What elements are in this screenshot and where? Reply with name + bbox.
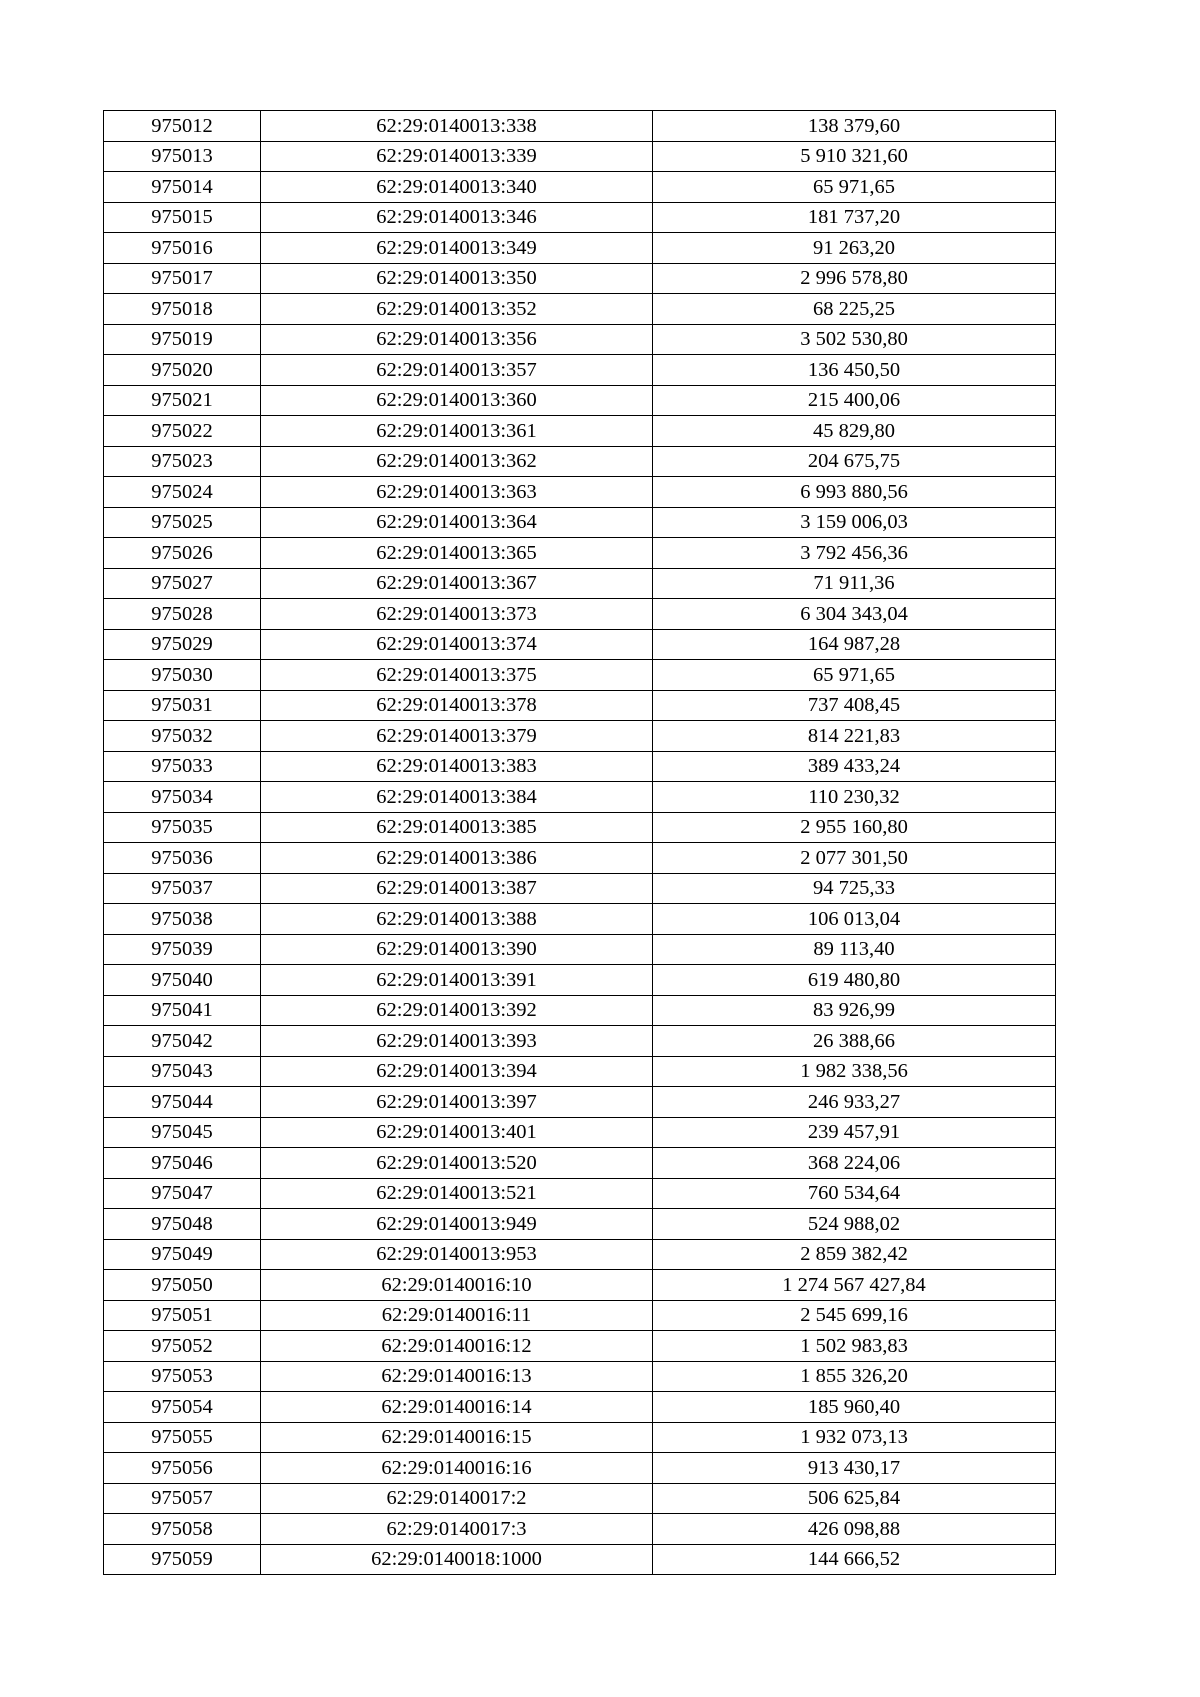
cadastral-number-cell: 62:29:0140013:349 bbox=[261, 233, 653, 264]
cadastral-number-cell: 62:29:0140016:12 bbox=[261, 1331, 653, 1362]
row-number-cell: 975058 bbox=[104, 1514, 261, 1545]
table-row bbox=[104, 629, 1056, 660]
cadastral-value-cell: 2 077 301,50 bbox=[653, 843, 1056, 874]
table-row bbox=[104, 1514, 1056, 1545]
row-number-cell: 975037 bbox=[104, 873, 261, 904]
table-row bbox=[104, 1117, 1056, 1148]
row-number-cell: 975049 bbox=[104, 1239, 261, 1270]
cadastral-number-cell: 62:29:0140013:392 bbox=[261, 995, 653, 1026]
table-row bbox=[104, 355, 1056, 386]
row-number-cell: 975026 bbox=[104, 538, 261, 569]
row-number-cell: 975056 bbox=[104, 1453, 261, 1484]
row-number-cell: 975046 bbox=[104, 1148, 261, 1179]
table-row bbox=[104, 1209, 1056, 1240]
cadastral-number-cell: 62:29:0140013:387 bbox=[261, 873, 653, 904]
cadastral-value-cell: 106 013,04 bbox=[653, 904, 1056, 935]
cadastral-value-table bbox=[103, 110, 1056, 1575]
cadastral-number-cell: 62:29:0140013:360 bbox=[261, 385, 653, 416]
cadastral-value-cell: 3 159 006,03 bbox=[653, 507, 1056, 538]
cadastral-number-cell: 62:29:0140013:394 bbox=[261, 1056, 653, 1087]
table-row bbox=[104, 904, 1056, 935]
cadastral-value-cell: 6 993 880,56 bbox=[653, 477, 1056, 508]
row-number-cell: 975048 bbox=[104, 1209, 261, 1240]
table-row bbox=[104, 782, 1056, 813]
cadastral-value-cell: 426 098,88 bbox=[653, 1514, 1056, 1545]
cadastral-number-cell: 62:29:0140013:385 bbox=[261, 812, 653, 843]
row-number-cell: 975023 bbox=[104, 446, 261, 477]
table-row bbox=[104, 1300, 1056, 1331]
cadastral-value-cell: 2 859 382,42 bbox=[653, 1239, 1056, 1270]
row-number-cell: 975047 bbox=[104, 1178, 261, 1209]
cadastral-number-cell: 62:29:0140013:520 bbox=[261, 1148, 653, 1179]
row-number-cell: 975044 bbox=[104, 1087, 261, 1118]
table-row bbox=[104, 1331, 1056, 1362]
table-row bbox=[104, 1178, 1056, 1209]
row-number-cell: 975053 bbox=[104, 1361, 261, 1392]
cadastral-number-cell: 62:29:0140013:378 bbox=[261, 690, 653, 721]
cadastral-number-cell: 62:29:0140013:383 bbox=[261, 751, 653, 782]
cadastral-number-cell: 62:29:0140013:375 bbox=[261, 660, 653, 691]
table-row bbox=[104, 1483, 1056, 1514]
row-number-cell: 975019 bbox=[104, 324, 261, 355]
row-number-cell: 975039 bbox=[104, 934, 261, 965]
row-number-cell: 975025 bbox=[104, 507, 261, 538]
row-number-cell: 975013 bbox=[104, 141, 261, 172]
table-row bbox=[104, 263, 1056, 294]
cadastral-number-cell: 62:29:0140013:350 bbox=[261, 263, 653, 294]
cadastral-number-cell: 62:29:0140016:14 bbox=[261, 1392, 653, 1423]
cadastral-value-cell: 5 910 321,60 bbox=[653, 141, 1056, 172]
table-row bbox=[104, 690, 1056, 721]
table-row bbox=[104, 1026, 1056, 1057]
cadastral-value-cell: 185 960,40 bbox=[653, 1392, 1056, 1423]
row-number-cell: 975042 bbox=[104, 1026, 261, 1057]
table-row bbox=[104, 416, 1056, 447]
row-number-cell: 975040 bbox=[104, 965, 261, 996]
cadastral-value-cell: 246 933,27 bbox=[653, 1087, 1056, 1118]
row-number-cell: 975054 bbox=[104, 1392, 261, 1423]
table-row bbox=[104, 1361, 1056, 1392]
cadastral-number-cell: 62:29:0140013:340 bbox=[261, 172, 653, 203]
cadastral-value-cell: 110 230,32 bbox=[653, 782, 1056, 813]
table-row bbox=[104, 1239, 1056, 1270]
row-number-cell: 975059 bbox=[104, 1544, 261, 1575]
row-number-cell: 975050 bbox=[104, 1270, 261, 1301]
cadastral-value-cell: 1 932 073,13 bbox=[653, 1422, 1056, 1453]
row-number-cell: 975041 bbox=[104, 995, 261, 1026]
cadastral-number-cell: 62:29:0140016:13 bbox=[261, 1361, 653, 1392]
row-number-cell: 975051 bbox=[104, 1300, 261, 1331]
cadastral-value-cell: 619 480,80 bbox=[653, 965, 1056, 996]
cadastral-value-cell: 89 113,40 bbox=[653, 934, 1056, 965]
cadastral-value-cell: 1 982 338,56 bbox=[653, 1056, 1056, 1087]
cadastral-value-cell: 204 675,75 bbox=[653, 446, 1056, 477]
table-row bbox=[104, 995, 1056, 1026]
cadastral-number-cell: 62:29:0140013:362 bbox=[261, 446, 653, 477]
cadastral-number-cell: 62:29:0140013:373 bbox=[261, 599, 653, 630]
row-number-cell: 975032 bbox=[104, 721, 261, 752]
cadastral-value-cell: 45 829,80 bbox=[653, 416, 1056, 447]
table-row bbox=[104, 446, 1056, 477]
cadastral-value-cell: 760 534,64 bbox=[653, 1178, 1056, 1209]
cadastral-value-cell: 524 988,02 bbox=[653, 1209, 1056, 1240]
table-row bbox=[104, 660, 1056, 691]
table-row bbox=[104, 1544, 1056, 1575]
table-row bbox=[104, 477, 1056, 508]
cadastral-value-cell: 26 388,66 bbox=[653, 1026, 1056, 1057]
cadastral-value-cell: 368 224,06 bbox=[653, 1148, 1056, 1179]
row-number-cell: 975016 bbox=[104, 233, 261, 264]
cadastral-value-cell: 1 274 567 427,84 bbox=[653, 1270, 1056, 1301]
table-row bbox=[104, 172, 1056, 203]
row-number-cell: 975029 bbox=[104, 629, 261, 660]
table-row bbox=[104, 965, 1056, 996]
table-row bbox=[104, 1056, 1056, 1087]
table-row bbox=[104, 233, 1056, 264]
cadastral-value-cell: 164 987,28 bbox=[653, 629, 1056, 660]
cadastral-value-cell: 65 971,65 bbox=[653, 172, 1056, 203]
cadastral-number-cell: 62:29:0140013:357 bbox=[261, 355, 653, 386]
cadastral-value-cell: 6 304 343,04 bbox=[653, 599, 1056, 630]
row-number-cell: 975014 bbox=[104, 172, 261, 203]
table-row bbox=[104, 111, 1056, 142]
cadastral-number-cell: 62:29:0140013:379 bbox=[261, 721, 653, 752]
cadastral-value-cell: 737 408,45 bbox=[653, 690, 1056, 721]
cadastral-number-cell: 62:29:0140013:346 bbox=[261, 202, 653, 233]
cadastral-number-cell: 62:29:0140013:384 bbox=[261, 782, 653, 813]
table-row bbox=[104, 202, 1056, 233]
table-row bbox=[104, 721, 1056, 752]
cadastral-value-cell: 68 225,25 bbox=[653, 294, 1056, 325]
cadastral-value-cell: 2 955 160,80 bbox=[653, 812, 1056, 843]
cadastral-value-cell: 138 379,60 bbox=[653, 111, 1056, 142]
table-row bbox=[104, 1453, 1056, 1484]
cadastral-number-cell: 62:29:0140016:15 bbox=[261, 1422, 653, 1453]
table-row bbox=[104, 1392, 1056, 1423]
cadastral-value-cell: 2 545 699,16 bbox=[653, 1300, 1056, 1331]
row-number-cell: 975043 bbox=[104, 1056, 261, 1087]
table-row bbox=[104, 568, 1056, 599]
cadastral-number-cell: 62:29:0140016:11 bbox=[261, 1300, 653, 1331]
row-number-cell: 975036 bbox=[104, 843, 261, 874]
cadastral-number-cell: 62:29:0140013:397 bbox=[261, 1087, 653, 1118]
cadastral-number-cell: 62:29:0140013:386 bbox=[261, 843, 653, 874]
table-row bbox=[104, 538, 1056, 569]
table-row bbox=[104, 141, 1056, 172]
cadastral-number-cell: 62:29:0140013:363 bbox=[261, 477, 653, 508]
cadastral-value-cell: 506 625,84 bbox=[653, 1483, 1056, 1514]
cadastral-value-cell: 389 433,24 bbox=[653, 751, 1056, 782]
row-number-cell: 975012 bbox=[104, 111, 261, 142]
cadastral-number-cell: 62:29:0140016:10 bbox=[261, 1270, 653, 1301]
row-number-cell: 975038 bbox=[104, 904, 261, 935]
row-number-cell: 975031 bbox=[104, 690, 261, 721]
row-number-cell: 975035 bbox=[104, 812, 261, 843]
cadastral-value-cell: 65 971,65 bbox=[653, 660, 1056, 691]
cadastral-value-cell: 3 792 456,36 bbox=[653, 538, 1056, 569]
cadastral-number-cell: 62:29:0140013:361 bbox=[261, 416, 653, 447]
table-row bbox=[104, 873, 1056, 904]
table-row bbox=[104, 507, 1056, 538]
cadastral-number-cell: 62:29:0140017:3 bbox=[261, 1514, 653, 1545]
table-body bbox=[104, 111, 1056, 1575]
cadastral-number-cell: 62:29:0140016:16 bbox=[261, 1453, 653, 1484]
cadastral-number-cell: 62:29:0140013:338 bbox=[261, 111, 653, 142]
table-row bbox=[104, 1270, 1056, 1301]
row-number-cell: 975030 bbox=[104, 660, 261, 691]
cadastral-number-cell: 62:29:0140013:365 bbox=[261, 538, 653, 569]
cadastral-number-cell: 62:29:0140013:364 bbox=[261, 507, 653, 538]
cadastral-value-cell: 91 263,20 bbox=[653, 233, 1056, 264]
row-number-cell: 975034 bbox=[104, 782, 261, 813]
cadastral-number-cell: 62:29:0140013:339 bbox=[261, 141, 653, 172]
row-number-cell: 975020 bbox=[104, 355, 261, 386]
cadastral-value-cell: 1 855 326,20 bbox=[653, 1361, 1056, 1392]
cadastral-number-cell: 62:29:0140013:953 bbox=[261, 1239, 653, 1270]
table-row bbox=[104, 1422, 1056, 1453]
cadastral-value-cell: 71 911,36 bbox=[653, 568, 1056, 599]
cadastral-value-cell: 2 996 578,80 bbox=[653, 263, 1056, 294]
row-number-cell: 975021 bbox=[104, 385, 261, 416]
table-row bbox=[104, 1148, 1056, 1179]
cadastral-value-cell: 136 450,50 bbox=[653, 355, 1056, 386]
cadastral-value-cell: 181 737,20 bbox=[653, 202, 1056, 233]
row-number-cell: 975015 bbox=[104, 202, 261, 233]
row-number-cell: 975022 bbox=[104, 416, 261, 447]
cadastral-value-cell: 239 457,91 bbox=[653, 1117, 1056, 1148]
cadastral-number-cell: 62:29:0140017:2 bbox=[261, 1483, 653, 1514]
cadastral-number-cell: 62:29:0140013:391 bbox=[261, 965, 653, 996]
cadastral-number-cell: 62:29:0140013:401 bbox=[261, 1117, 653, 1148]
cadastral-value-cell: 144 666,52 bbox=[653, 1544, 1056, 1575]
table-row bbox=[104, 324, 1056, 355]
cadastral-number-cell: 62:29:0140013:356 bbox=[261, 324, 653, 355]
row-number-cell: 975033 bbox=[104, 751, 261, 782]
row-number-cell: 975018 bbox=[104, 294, 261, 325]
cadastral-value-cell: 215 400,06 bbox=[653, 385, 1056, 416]
table-row bbox=[104, 294, 1056, 325]
row-number-cell: 975028 bbox=[104, 599, 261, 630]
row-number-cell: 975045 bbox=[104, 1117, 261, 1148]
table-row bbox=[104, 843, 1056, 874]
cadastral-number-cell: 62:29:0140013:949 bbox=[261, 1209, 653, 1240]
cadastral-value-cell: 814 221,83 bbox=[653, 721, 1056, 752]
cadastral-value-cell: 94 725,33 bbox=[653, 873, 1056, 904]
cadastral-number-cell: 62:29:0140013:521 bbox=[261, 1178, 653, 1209]
row-number-cell: 975057 bbox=[104, 1483, 261, 1514]
row-number-cell: 975024 bbox=[104, 477, 261, 508]
cadastral-value-cell: 3 502 530,80 bbox=[653, 324, 1056, 355]
row-number-cell: 975017 bbox=[104, 263, 261, 294]
cadastral-number-cell: 62:29:0140013:393 bbox=[261, 1026, 653, 1057]
cadastral-number-cell: 62:29:0140013:390 bbox=[261, 934, 653, 965]
cadastral-number-cell: 62:29:0140013:374 bbox=[261, 629, 653, 660]
table-row bbox=[104, 751, 1056, 782]
table-row bbox=[104, 599, 1056, 630]
cadastral-number-cell: 62:29:0140013:352 bbox=[261, 294, 653, 325]
table-row bbox=[104, 385, 1056, 416]
row-number-cell: 975052 bbox=[104, 1331, 261, 1362]
cadastral-value-cell: 913 430,17 bbox=[653, 1453, 1056, 1484]
table-row bbox=[104, 812, 1056, 843]
cadastral-value-cell: 1 502 983,83 bbox=[653, 1331, 1056, 1362]
row-number-cell: 975027 bbox=[104, 568, 261, 599]
table-row bbox=[104, 1087, 1056, 1118]
cadastral-number-cell: 62:29:0140013:388 bbox=[261, 904, 653, 935]
table-row bbox=[104, 934, 1056, 965]
cadastral-value-cell: 83 926,99 bbox=[653, 995, 1056, 1026]
cadastral-number-cell: 62:29:0140018:1000 bbox=[261, 1544, 653, 1575]
row-number-cell: 975055 bbox=[104, 1422, 261, 1453]
cadastral-number-cell: 62:29:0140013:367 bbox=[261, 568, 653, 599]
